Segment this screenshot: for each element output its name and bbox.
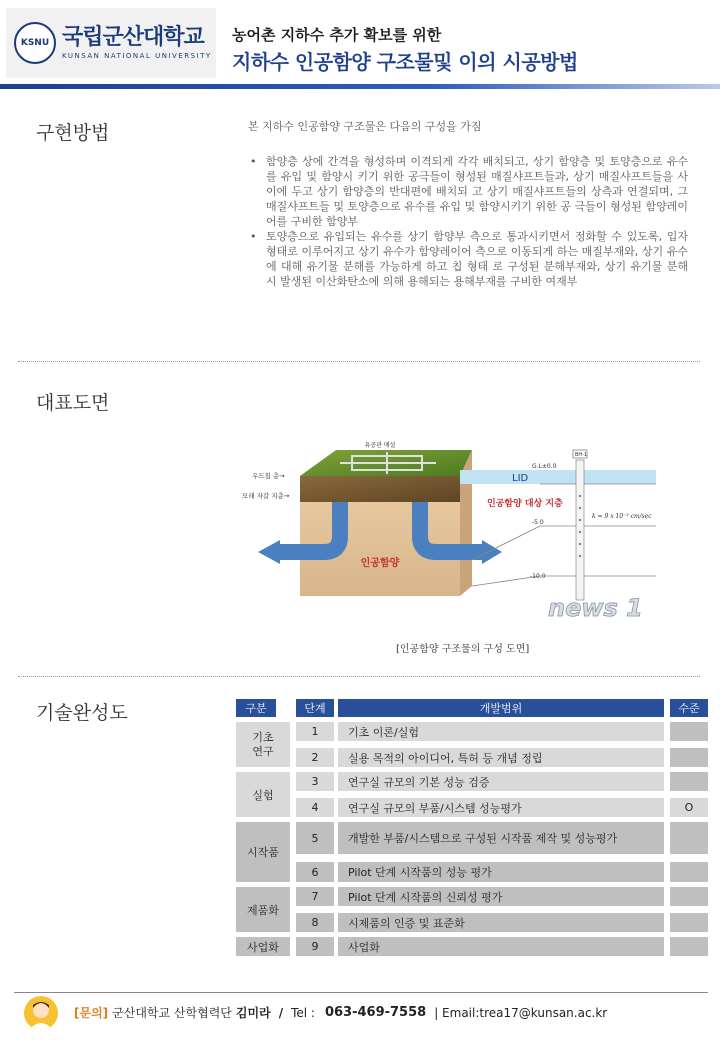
contact-org: 군산대학교 산학협력단 bbox=[112, 1006, 232, 1020]
level-cell bbox=[670, 913, 708, 932]
label-woodchip: 우드칩 층→ bbox=[252, 472, 285, 480]
level-cell bbox=[670, 862, 708, 882]
label-depth1: -5.0 bbox=[532, 519, 544, 526]
document-header bbox=[0, 0, 720, 86]
col-header-scope: 개발범위 bbox=[338, 699, 664, 717]
scope-cell: Pilot 단계 시작품의 성능 평가 bbox=[338, 862, 664, 882]
step-cell: 9 bbox=[296, 937, 334, 956]
contact-tag: [문의] bbox=[74, 1006, 109, 1020]
label-sand: 모래 자갈 지층→ bbox=[242, 492, 290, 500]
step-cell: 4 bbox=[296, 798, 334, 817]
category-cell: 기초 연구 bbox=[236, 722, 290, 767]
method-bullet: • 함양층 상에 간격을 형성하며 이격되게 각각 배치되고, 상기 함양층 및 토양층으로 유수를 유입 및 함양시 키기 위한 공극들이 형성된 매질샤프트들과, 상기 매질샤프트들을 사이에 두고 상기 함양층의 반대편에 배치되 고 상기 매질샤프트들의 상측과 연결되며, 그 매질샤프트들 및 토양층으로 유수를 유입 및 함양시키기 위한 공 극들이 형성된 함양레이어를 구비한 함양부 bbox=[248, 154, 688, 229]
contact-email[interactable]: | Email:trea17@kunsan.ac.kr bbox=[434, 1005, 608, 1020]
logo-badge: KSNU bbox=[20, 38, 50, 48]
label-watermark: news 1 bbox=[548, 594, 643, 622]
label-depth2: -10.0 bbox=[530, 573, 546, 580]
step-cell: 7 bbox=[296, 887, 334, 906]
level-cell bbox=[670, 722, 708, 741]
step-cell: 8 bbox=[296, 913, 334, 932]
scope-cell: 연구실 규모의 부품/시스템 성능평가 bbox=[338, 798, 664, 817]
tech-heading: 기술완성도 bbox=[36, 702, 128, 724]
contact-tel-label: Tel : bbox=[291, 1005, 315, 1020]
diagram-svg bbox=[240, 436, 660, 628]
label-recharge: 인공함양 bbox=[360, 558, 400, 569]
level-cell bbox=[670, 748, 708, 767]
header-bar bbox=[0, 84, 720, 89]
scope-cell: Pilot 단계 시작품의 신뢰성 평가 bbox=[338, 887, 664, 906]
right-arrowhead bbox=[482, 540, 502, 564]
contact-name: 김미라 bbox=[235, 1006, 271, 1020]
method-heading: 구현방법 bbox=[36, 122, 110, 144]
label-bh: BH-1 bbox=[575, 452, 588, 458]
document-title: 지하수 인공함양 구조물및 이의 시공방법 bbox=[232, 50, 578, 74]
scope-cell: 시제품의 인증 및 표준화 bbox=[338, 913, 664, 932]
category-cell: 제품화 bbox=[236, 887, 290, 932]
label-top: 유공관 매설 bbox=[364, 442, 396, 449]
contact-phone[interactable]: 063-469-7558 bbox=[324, 1005, 427, 1020]
section-divider bbox=[18, 676, 700, 677]
method-intro: 본 지하수 인공함양 구조물은 다음의 구성을 가짐 bbox=[248, 120, 482, 133]
soil-layer bbox=[300, 476, 460, 502]
level-cell bbox=[670, 887, 708, 906]
university-seal-icon bbox=[14, 22, 56, 64]
scope-cell: 연구실 규모의 기본 성능 검증 bbox=[338, 772, 664, 791]
step-cell: 1 bbox=[296, 722, 334, 741]
logo-korean-name: 국립군산대학교 bbox=[62, 25, 204, 50]
label-k: k = 9 x 10⁻³ cm/sec bbox=[592, 513, 652, 520]
method-bullet: • 토양층으로 유입되는 유수를 상기 함양부 측으로 통과시키면서 정화할 수 있도록, 입자 형태로 이루어지고 상기 유수가 함양레이어 측으로 이동되게 하는 매질부재와, 상기 유수에 대해 유기물 분해를 가능하게 하고 칩 형태 로 구성된 분해부재와, 상기 유기물 분해 시 발생된 이산화탄소에 의해 용해되는 용해부재를 구비한 여재부 bbox=[248, 229, 688, 289]
category-cell: 실험 bbox=[236, 772, 290, 817]
label-target: 인공함양 대상 지층 bbox=[487, 499, 563, 509]
level-cell-selected: O bbox=[670, 798, 708, 817]
col-header-category: 구분 bbox=[236, 699, 276, 717]
scope-cell: 실용 목적의 아이디어, 특허 등 개념 정립 bbox=[338, 748, 664, 767]
contact-footer bbox=[74, 1004, 607, 1021]
scope-cell: 개발한 부품/시스템으로 구성된 시작품 제작 및 성능평가 bbox=[338, 822, 664, 854]
col-header-step: 단계 bbox=[296, 699, 334, 717]
perforated-pipes bbox=[340, 452, 436, 474]
level-cell bbox=[670, 822, 708, 854]
document-subtitle: 농어촌 지하수 추가 확보를 위한 bbox=[232, 26, 442, 44]
figure-caption: [인공함양 구조물의 구성 도면] bbox=[396, 644, 530, 655]
step-cell: 2 bbox=[296, 748, 334, 767]
section-divider bbox=[18, 361, 700, 362]
label-lid: LID bbox=[512, 473, 529, 484]
step-cell: 3 bbox=[296, 772, 334, 791]
university-logo bbox=[6, 8, 216, 78]
level-cell bbox=[670, 772, 708, 791]
scope-cell: 기초 이론/실험 bbox=[338, 722, 664, 741]
step-cell: 5 bbox=[296, 822, 334, 854]
method-bullet-list bbox=[248, 154, 688, 289]
contact-avatar-icon bbox=[24, 996, 58, 1030]
col-header-level: 수준 bbox=[670, 699, 708, 717]
recharge-structure-diagram bbox=[240, 436, 660, 628]
step-cell: 6 bbox=[296, 862, 334, 882]
borehole-column bbox=[576, 460, 584, 600]
category-cell: 시작품 bbox=[236, 822, 290, 882]
contact-separator: / bbox=[278, 1005, 284, 1020]
lid-layer bbox=[460, 470, 656, 484]
level-cell bbox=[670, 937, 708, 956]
logo-english-name: KUNSAN NATIONAL UNIVERSITY bbox=[62, 52, 212, 60]
scope-cell: 사업화 bbox=[338, 937, 664, 956]
footer-divider bbox=[14, 992, 708, 993]
label-gl: G.L±0.0 bbox=[532, 463, 557, 470]
left-arrowhead bbox=[258, 540, 280, 564]
category-cell: 사업화 bbox=[236, 937, 290, 956]
figure-heading: 대표도면 bbox=[36, 392, 110, 414]
